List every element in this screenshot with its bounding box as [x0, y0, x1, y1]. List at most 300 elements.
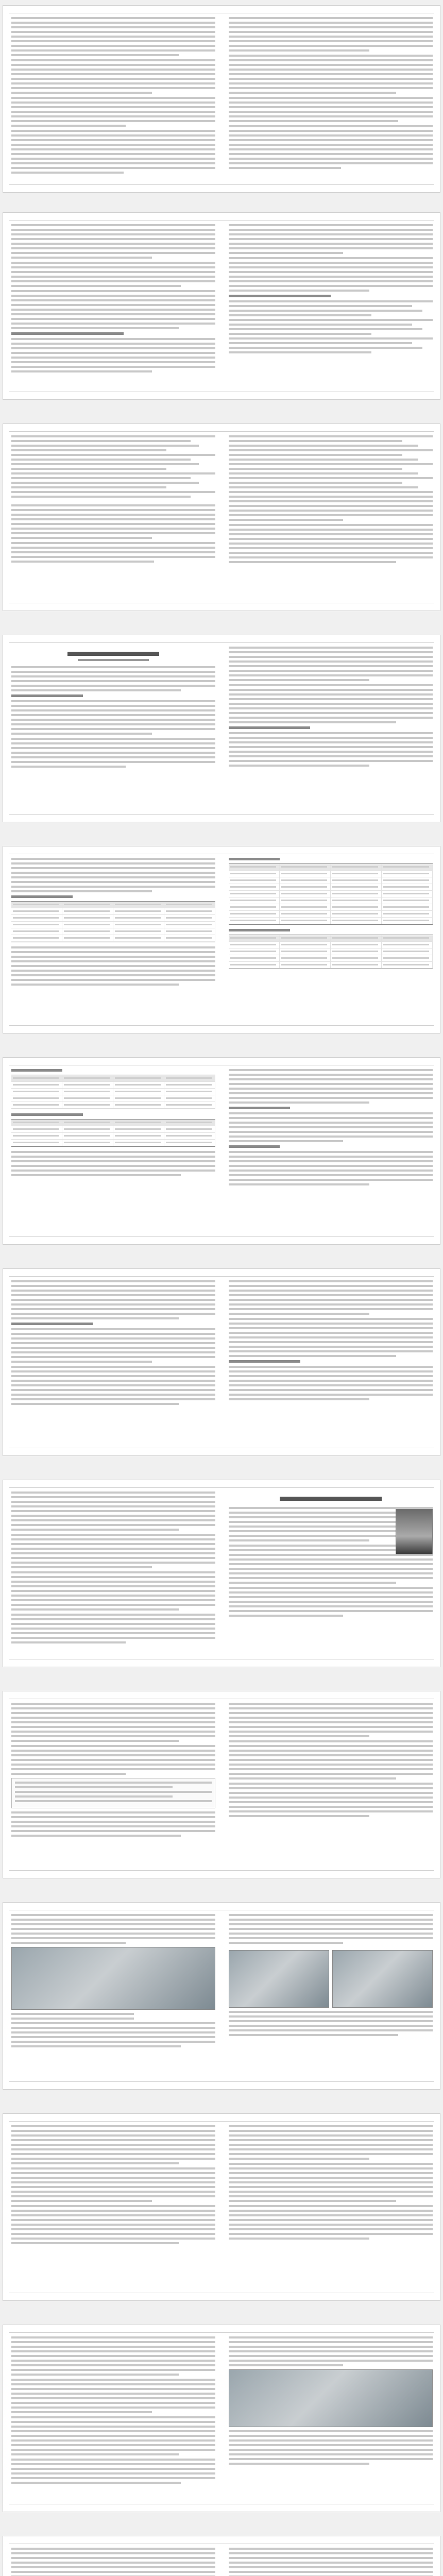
text-line: [229, 92, 396, 94]
paragraph: [229, 224, 433, 254]
text-line: [11, 2336, 215, 2338]
table-cell: [62, 922, 113, 928]
text-line: [11, 2430, 215, 2432]
text-line: [229, 561, 396, 563]
page-header: [9, 1482, 434, 1488]
text-line: [11, 705, 215, 707]
page-header: [9, 1271, 434, 1277]
text-line: [229, 1174, 433, 1176]
table-cell: [164, 922, 215, 928]
text-line: [11, 1562, 215, 1564]
photo: [229, 1950, 329, 2008]
text-line: [11, 454, 215, 456]
table-row: [11, 1133, 215, 1140]
table-cell: [331, 864, 382, 870]
text-line: [11, 1581, 215, 1583]
text-line: [11, 1290, 215, 1292]
text-line: [229, 1101, 369, 1104]
text-line: [229, 139, 433, 141]
text-line: [229, 233, 433, 235]
paragraph: [229, 491, 433, 521]
text-line: [229, 1375, 433, 1377]
table-cell: [11, 1082, 62, 1088]
text-line: [11, 1505, 215, 1507]
text-line: [11, 728, 215, 730]
text-line: [229, 1717, 433, 1719]
article-title-block: [229, 1492, 433, 1507]
text-line: [229, 120, 398, 122]
page-footer: [9, 1236, 434, 1242]
text-line: [11, 1342, 215, 1344]
text-line: [229, 538, 433, 540]
text-line: [229, 2355, 433, 2357]
table-cell: [229, 871, 280, 877]
text-line: [11, 49, 215, 52]
text-line: [11, 266, 215, 268]
text-line: [229, 1078, 433, 1080]
text-line: [11, 1628, 215, 1630]
text-line: [11, 766, 126, 768]
text-line: [11, 1637, 215, 1639]
table-cell: [164, 1126, 215, 1132]
text-line: [11, 1151, 215, 1153]
text-line: [229, 698, 433, 700]
page-footer: [9, 2293, 434, 2298]
table-row: [11, 908, 215, 915]
text-line: [229, 64, 433, 66]
text-line: [11, 2341, 215, 2343]
text-line: [229, 1097, 433, 1099]
text-line: [229, 660, 433, 663]
text-line: [229, 2139, 433, 2141]
table-cell: [229, 942, 280, 948]
page: [3, 212, 440, 400]
text-line: [11, 1285, 215, 1287]
text-line: [229, 746, 433, 748]
text-line: [15, 1791, 212, 1793]
text-line: [229, 737, 433, 739]
paragraph: [11, 2459, 215, 2484]
table-cell: [229, 897, 280, 904]
text-line: [229, 524, 433, 526]
table-cell: [331, 911, 382, 917]
table-cell: [280, 948, 331, 955]
table-cell: [164, 1120, 215, 1126]
paragraph: [229, 1703, 433, 1737]
text-line: [11, 2177, 215, 2179]
page-footer: [9, 2081, 434, 2087]
text-line: [11, 167, 215, 169]
paragraph: [229, 1318, 433, 1357]
text-line: [11, 1496, 215, 1498]
table-cell: [280, 935, 331, 941]
text-line: [229, 468, 402, 470]
text-line: [229, 656, 433, 658]
paragraph: [229, 2011, 433, 2036]
text-line: [229, 2449, 433, 2451]
section-heading: [11, 1323, 93, 1325]
text-line: [11, 1825, 215, 1827]
table-cell: [11, 1126, 62, 1132]
text-line: [229, 1707, 433, 1709]
text-line: [11, 747, 215, 749]
text-line: [229, 2011, 433, 2013]
table-cell: [11, 928, 62, 935]
section-heading: [229, 1107, 290, 1109]
text-line: [229, 69, 433, 71]
table-cell: [11, 1075, 62, 1081]
text-line: [11, 709, 215, 711]
text-line: [229, 2153, 433, 2155]
table-row: [11, 922, 215, 928]
table-cell: [62, 915, 113, 921]
text-line: [229, 1299, 433, 1301]
text-line: [229, 717, 433, 719]
text-line: [229, 2360, 433, 2362]
text-line: [11, 858, 215, 860]
text-line: [229, 454, 402, 456]
column-left: [11, 1069, 215, 1233]
paragraph: [229, 17, 433, 52]
text-line: [229, 693, 433, 696]
paragraph: [11, 262, 215, 287]
section-heading: [11, 332, 124, 335]
text-line: [11, 2468, 215, 2470]
table-cell: [382, 948, 433, 955]
text-line: [11, 477, 191, 479]
text-line: [11, 756, 215, 758]
table-header-row: [229, 864, 433, 871]
text-line: [11, 1337, 215, 1340]
text-line: [11, 956, 215, 958]
text-line: [11, 1614, 215, 1616]
text-line: [229, 153, 433, 155]
paragraph: [11, 1811, 215, 1837]
text-line: [11, 295, 215, 297]
text-line: [11, 1510, 215, 1512]
text-line: [11, 2125, 215, 2127]
text-line: [11, 2346, 215, 2348]
text-line: [11, 556, 215, 558]
table-cell: [164, 902, 215, 908]
table-cell: [280, 891, 331, 897]
paragraph: [11, 1703, 215, 1742]
text-line: [15, 1786, 173, 1788]
text-line: [11, 2562, 215, 2564]
column-left: [11, 224, 215, 388]
table-cell: [113, 1102, 164, 1108]
paragraph: [229, 524, 433, 563]
text-line: [229, 459, 418, 461]
quote-box: [11, 1778, 215, 1808]
text-line: [229, 751, 433, 753]
text-line: [229, 529, 433, 531]
text-line: [11, 357, 215, 359]
text-line: [11, 2571, 215, 2573]
text-line: [11, 1717, 215, 1719]
page: [3, 2536, 440, 2576]
table-cell: [382, 955, 433, 961]
column-left: [11, 1492, 215, 1655]
text-line: [11, 752, 215, 754]
text-line: [229, 158, 433, 160]
text-line: [229, 2233, 433, 2235]
table-cell: [229, 918, 280, 924]
paragraph: [11, 700, 215, 735]
table-row: [229, 948, 433, 955]
text-line: [229, 1088, 433, 1090]
text-line: [229, 755, 433, 757]
text-line: [11, 361, 215, 363]
text-line: [11, 2238, 215, 2240]
text-line: [229, 1721, 433, 1723]
paragraph: [229, 1366, 433, 1400]
text-line: [11, 1308, 215, 1310]
text-line: [11, 45, 215, 47]
text-line: [11, 2210, 215, 2212]
paragraph: [229, 125, 433, 169]
text-line: [229, 2341, 433, 2343]
text-line: [229, 1318, 433, 1320]
text-line: [11, 1721, 215, 1723]
column-right: [229, 17, 433, 181]
text-line: [229, 1792, 433, 1794]
text-line: [229, 1341, 433, 1343]
text-line: [11, 547, 215, 549]
table-cell: [280, 884, 331, 890]
text-line: [11, 468, 166, 470]
text-line: [11, 2472, 215, 2475]
text-line: [229, 1572, 433, 1574]
table-cell: [11, 1120, 62, 1126]
column-right: [229, 1703, 433, 1867]
text-line: [11, 153, 215, 155]
text-line: [11, 2041, 215, 2043]
paragraph: [229, 2336, 433, 2366]
text-line: [229, 1165, 433, 1167]
table-cell: [113, 902, 164, 908]
paragraph: [11, 542, 215, 563]
table-cell: [164, 928, 215, 935]
text-line: [11, 960, 215, 962]
text-line: [11, 2439, 215, 2442]
data-table: [11, 1119, 215, 1147]
text-line: [11, 2233, 215, 2235]
table-row: [11, 1126, 215, 1133]
text-line: [229, 679, 369, 681]
section-heading: [229, 858, 280, 860]
table-cell: [164, 1082, 215, 1088]
text-line: [11, 247, 215, 249]
column-right: [229, 647, 433, 810]
text-line: [229, 1151, 433, 1153]
text-line: [11, 252, 215, 254]
table-row: [11, 1089, 215, 1095]
text-line: [229, 2444, 433, 2446]
paragraph: [229, 684, 433, 723]
text-line: [229, 285, 433, 287]
text-line: [11, 435, 215, 437]
text-line: [11, 2477, 215, 2479]
page-header: [9, 849, 434, 854]
text-line: [11, 101, 215, 104]
table-cell: [331, 948, 382, 955]
text-line: [11, 680, 215, 682]
text-line: [11, 290, 215, 292]
text-line: [11, 2158, 215, 2160]
text-line: [11, 1333, 215, 1335]
table-cell: [62, 1082, 113, 1088]
text-line: [229, 101, 433, 104]
text-line: [229, 1308, 433, 1310]
paragraph: [11, 1366, 215, 1405]
text-line: [229, 1923, 433, 1925]
text-line: [229, 280, 433, 282]
text-line: [15, 1800, 212, 1802]
article-subtitle: [78, 659, 149, 661]
text-line: [11, 1914, 215, 1916]
table-cell: [113, 1095, 164, 1101]
text-line: [229, 167, 341, 169]
table-cell: [229, 935, 280, 941]
table-cell: [280, 918, 331, 924]
text-line: [229, 2350, 433, 2352]
table-cell: [11, 1140, 62, 1146]
text-line: [11, 1317, 179, 1319]
text-line: [11, 347, 215, 349]
table-cell: [229, 891, 280, 897]
column-left: [11, 1280, 215, 1444]
section-heading: [229, 1145, 280, 1148]
text-line: [229, 2186, 433, 2188]
text-line: [11, 323, 215, 325]
text-line: [11, 2018, 134, 2020]
text-line: [229, 1605, 433, 1607]
table-cell: [113, 922, 164, 928]
page-footer: [9, 392, 434, 397]
text-line: [11, 2167, 215, 2170]
text-line: [11, 82, 215, 84]
table-row: [229, 877, 433, 884]
text-line: [11, 2148, 215, 2150]
text-line: [229, 1914, 433, 1916]
table-cell: [280, 942, 331, 948]
text-line: [11, 299, 215, 301]
text-line: [229, 1160, 433, 1162]
text-line: [229, 1285, 433, 1287]
text-line: [229, 1591, 433, 1594]
table-row: [229, 884, 433, 891]
text-line: [229, 449, 433, 451]
text-line: [11, 509, 215, 511]
text-line: [11, 1380, 215, 1382]
text-line: [229, 765, 369, 767]
page-header: [9, 1905, 434, 1910]
text-line: [229, 712, 433, 714]
text-line: [11, 2139, 215, 2141]
text-line: [11, 22, 215, 24]
page-header: [9, 2116, 434, 2122]
article-title: [67, 652, 159, 656]
text-line: [11, 115, 215, 117]
page-footer: [9, 1870, 434, 1876]
table-cell: [382, 904, 433, 910]
table-cell: [11, 902, 62, 908]
paragraph: [11, 1328, 215, 1363]
text-line: [11, 1299, 215, 1301]
text-line: [229, 1596, 433, 1598]
text-line: [229, 435, 433, 437]
text-line: [11, 1398, 215, 1400]
text-line: [11, 1576, 215, 1578]
table-cell: [11, 915, 62, 921]
paragraph: [11, 1151, 215, 1176]
table-cell: [113, 1089, 164, 1095]
text-line: [229, 2571, 433, 2573]
table-row: [229, 955, 433, 962]
text-line: [229, 1117, 433, 1119]
table-cell: [331, 962, 382, 968]
text-line: [11, 1403, 179, 1405]
paragraph: [229, 1740, 433, 1780]
paragraph: [11, 2125, 215, 2164]
table-row: [11, 1095, 215, 1102]
text-line: [11, 2045, 181, 2047]
paragraph: [11, 666, 215, 691]
text-line: [229, 324, 412, 326]
text-line: [229, 271, 433, 273]
text-line: [229, 1759, 433, 1761]
text-line: [229, 31, 433, 33]
text-line: [229, 337, 433, 340]
column-right: [229, 1280, 433, 1444]
text-line: [229, 252, 343, 254]
table-cell: [164, 915, 215, 921]
text-line: [229, 300, 433, 302]
text-line: [229, 115, 433, 117]
table-row: [229, 962, 433, 969]
table-row: [11, 935, 215, 942]
table-cell: [331, 904, 382, 910]
text-line: [11, 2036, 215, 2038]
text-line: [229, 547, 433, 549]
text-line: [11, 54, 179, 56]
table-cell: [113, 1140, 164, 1146]
text-line: [229, 1112, 433, 1114]
page: [3, 5, 440, 193]
text-line: [11, 1552, 215, 1554]
text-line: [229, 674, 433, 676]
text-line: [11, 761, 215, 763]
table-cell: [331, 942, 382, 948]
table-row: [11, 1082, 215, 1089]
page: [3, 635, 440, 822]
text-line: [11, 528, 215, 530]
text-line: [11, 1821, 215, 1823]
text-line: [229, 97, 433, 99]
text-line: [11, 2383, 215, 2385]
text-line: [229, 310, 422, 312]
table-cell: [113, 1120, 164, 1126]
page: [3, 423, 440, 611]
paragraph: [11, 738, 215, 768]
text-line: [11, 2444, 215, 2446]
text-line: [229, 229, 433, 231]
text-line: [11, 1773, 126, 1775]
text-line: [229, 111, 433, 113]
text-line: [229, 2557, 433, 2559]
table-cell: [280, 955, 331, 961]
